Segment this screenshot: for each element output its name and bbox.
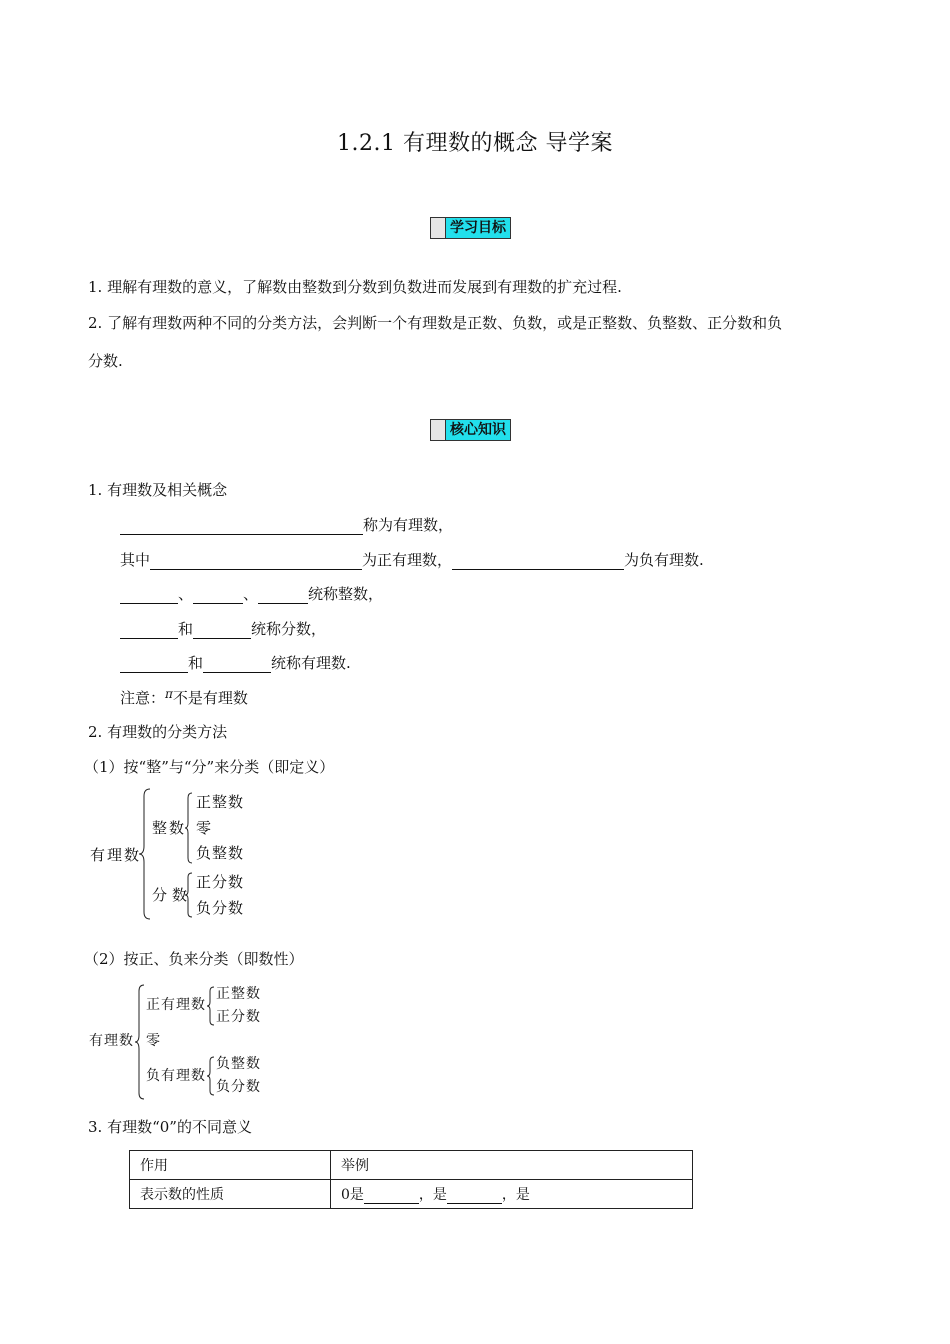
table-header-cell: 作用 — [130, 1151, 331, 1180]
knowledge-heading-3: 3. 有理数“0”的不同意义 — [88, 1118, 252, 1136]
brace-icon — [184, 872, 194, 918]
objective-item-2-line-1: 2. 了解有理数两种不同的分类方法，会判断一个有理数是正数、负数，或是正整数、负整数、正分数和负 — [88, 314, 783, 332]
tree2-root: 有理数 — [89, 1033, 134, 1049]
section-tab — [431, 218, 446, 238]
section-header-core — [430, 419, 511, 441]
tree1-int: 整数 — [152, 819, 187, 837]
tree2-neg-item: 负整数 — [216, 1056, 261, 1072]
fill-blank[interactable] — [364, 1188, 419, 1204]
table-header-row — [130, 1151, 693, 1180]
table-row — [130, 1180, 693, 1209]
text: 不是有理数 — [172, 689, 248, 707]
text: 统称有理数. — [271, 654, 351, 672]
tree1-int-item: 负整数 — [196, 844, 245, 862]
fill-blank[interactable] — [120, 621, 178, 639]
concept-line-3 — [120, 584, 383, 604]
concept-line-4 — [120, 619, 326, 639]
fill-blank[interactable] — [258, 586, 308, 604]
objective-item-1: 1. 理解有理数的意义，了解数由整数到分数到负数进而发展到有理数的扩充过程. — [88, 278, 622, 296]
knowledge-heading-1: 1. 有理数及相关概念 — [88, 481, 228, 499]
text: 为正有理数， — [362, 551, 453, 569]
fill-blank[interactable] — [120, 655, 188, 673]
tree2-zero: 零 — [146, 1033, 160, 1049]
concept-note — [120, 688, 248, 709]
fill-blank[interactable] — [193, 621, 251, 639]
page-title: 1.2.1 有理数的概念 导学案 — [337, 131, 613, 156]
section-label: 核心知识 — [446, 420, 510, 440]
text: ，是 — [501, 1187, 530, 1203]
fill-blank[interactable] — [203, 655, 271, 673]
tree2-pos-item: 正分数 — [216, 1009, 261, 1025]
fill-blank[interactable] — [120, 586, 178, 604]
brace-icon — [138, 788, 152, 920]
tree1-int-item: 正整数 — [196, 793, 245, 811]
table-cell: 表示数的性质 — [130, 1180, 331, 1209]
table-header-cell: 举例 — [331, 1151, 693, 1180]
objective-item-2-line-2: 分数. — [88, 352, 123, 370]
section-label: 学习目标 — [446, 218, 510, 238]
concept-line-1 — [120, 515, 453, 535]
tree2-pos-item: 正整数 — [216, 986, 261, 1002]
zero-meaning-table — [129, 1150, 693, 1209]
text: 和 — [188, 654, 204, 672]
tree1-frac-item: 负分数 — [196, 899, 245, 917]
section-header-objectives — [430, 217, 511, 239]
tree1-frac-item: 正分数 — [196, 873, 245, 891]
tree1-frac: 分数 — [152, 886, 193, 904]
classification-method-2: （2）按正、负来分类（即数性） — [84, 950, 304, 968]
tree1-root: 有理数 — [90, 846, 142, 864]
brace-icon — [206, 1056, 216, 1096]
text: 注意： — [120, 689, 166, 707]
text: 称为有理数， — [363, 516, 454, 534]
section-tab — [431, 420, 446, 440]
brace-icon — [134, 984, 146, 1100]
text: 0是 — [341, 1187, 364, 1203]
knowledge-heading-2: 2. 有理数的分类方法 — [88, 723, 228, 741]
pi-symbol: π — [165, 687, 173, 701]
text: 其中 — [120, 551, 151, 569]
text: ，是 — [418, 1187, 447, 1203]
text: 、 — [178, 585, 194, 603]
fill-blank[interactable] — [120, 517, 363, 535]
text: 统称分数， — [251, 620, 327, 638]
brace-icon — [184, 792, 194, 864]
tree2-neg-item: 负分数 — [216, 1079, 261, 1095]
text: 统称整数， — [308, 585, 384, 603]
tree2-pos: 正有理数 — [146, 997, 206, 1013]
concept-line-2 — [120, 550, 704, 570]
fill-blank[interactable] — [150, 552, 362, 570]
text: 为负有理数. — [624, 551, 704, 569]
text: 、 — [243, 585, 259, 603]
table-cell — [331, 1180, 693, 1209]
fill-blank[interactable] — [193, 586, 243, 604]
fill-blank[interactable] — [447, 1188, 502, 1204]
brace-icon — [206, 986, 216, 1026]
text: 和 — [178, 620, 194, 638]
fill-blank[interactable] — [452, 552, 624, 570]
tree2-neg: 负有理数 — [146, 1068, 206, 1084]
tree1-int-item: 零 — [196, 819, 212, 837]
classification-method-1: （1）按“整”与“分”来分类（即定义） — [84, 758, 335, 776]
concept-line-5 — [120, 653, 351, 673]
